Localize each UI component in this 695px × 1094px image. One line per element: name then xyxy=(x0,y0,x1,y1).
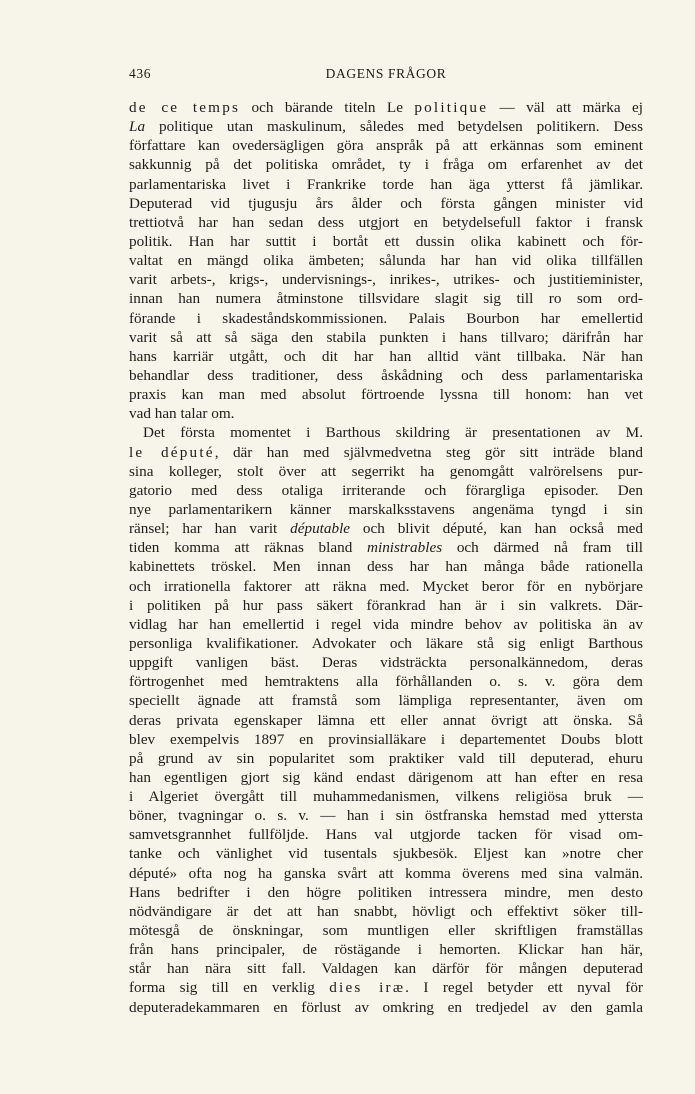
text-line: innan han numera åtminstone tillsvidare slagit sig till ro som ord- xyxy=(129,290,643,308)
text-line: sina kolleger, stolt över att segerrikt ha genomgått valrörelsens pur- xyxy=(129,462,643,480)
text-line: författare kan ovedersägligen göra anspråk på att erkännas som eminent xyxy=(129,137,643,155)
text-line: de ce temps och bärande titeln Le politique — väl att märka ej xyxy=(129,99,643,116)
text-line: förtrogenhet med hemtraktens alla förhållanden o. s. v. göra dem xyxy=(129,673,643,691)
text-line: och irrationella faktorer att räkna med. Mycket beror för en nybörjare xyxy=(129,577,643,595)
text-line: i Algeriet övergått till muhammedanismen, vilkens religiösa bruk — xyxy=(129,788,643,806)
page-header xyxy=(129,66,643,88)
text-line: tanke och vänlighet vid tusentals sjukbesök. Eljest kan »notre cher xyxy=(129,845,643,863)
text-line: tiden komma att räknas bland ministrables och därmed nå fram till xyxy=(129,539,643,557)
text-line: mötesgå de önskningar, som muntligen eller skriftligen framställas xyxy=(129,922,643,940)
text-line: Det första momentet i Barthous skildring är presentationen av M. xyxy=(143,424,643,442)
text-line: Deputerad vid tjugusju års ålder och första gången minister vid xyxy=(129,194,643,212)
text-line: blev exempelvis 1897 en provinsialläkare i departementet Doubs blott xyxy=(129,730,643,748)
text-line: nödvändigare är det att han snabbt, hövligt och effektivt söker till- xyxy=(129,902,643,920)
text-line: på grund av sin popularitet som praktiker vald till deputerad, ehuru xyxy=(129,749,643,767)
text-line: samvetsgrannhet fullföljde. Hans val utgjorde tacken för visad om- xyxy=(129,826,643,844)
text-line: praxis kan man med absolut förtroende lyssna till honom: han vet xyxy=(129,386,643,404)
text-line: valtat en mängd olika ämbeten; sålunda har han vid olika tillfällen xyxy=(129,252,643,270)
text-line: trettiotvå har han sedan dess utgjort en betydelsefull faktor i fransk xyxy=(129,213,643,231)
text-line: står han nära sitt fall. Valdagen kan därför för mången deputerad xyxy=(129,960,643,978)
text-line: personliga kvalifikationer. Advokater och läkare stå sig enligt Barthous xyxy=(129,634,643,652)
text-line: varit så att så säga den stabila punkten i hans tillvaro; därifrån har xyxy=(129,328,643,346)
running-head: DAGENS FRÅGOR xyxy=(325,66,447,81)
text-line: han egentligen gjort sig känd endast därigenom att han efter en resa xyxy=(129,768,643,786)
text-line: vidlag har han emellertid i regel vida mindre behov av politiska än av xyxy=(129,615,643,633)
text-line: deputeradekammaren en förlust av omkring en tredjedel av den gamla xyxy=(129,998,643,1016)
text-line: hans karriär utgått, och dit har han alltid vänt tillbaka. När han xyxy=(129,347,643,365)
text-line: speciellt ägnade att framstå som lämpliga representanter, även om xyxy=(129,692,643,710)
text-line: deras privata egenskaper lämna ett eller annat övrigt att önska. Så xyxy=(129,711,643,729)
text-line: ränsel; har han varit députable och blivit député, kan han också med xyxy=(129,520,643,538)
text-line: député» ofta nog ha ganska svårt att komma överens med sina valmän. xyxy=(129,864,643,882)
page-number: 436 xyxy=(129,66,152,81)
text-line: vad han talar om. xyxy=(129,405,235,423)
text-line: förande i skadeståndskommissionen. Palais Bourbon har emellertid xyxy=(129,309,643,327)
text-line: gatorio med dess otaliga irriterande och förargliga episoder. Den xyxy=(129,481,643,499)
text-line: nye parlamentarikern känner marskalksstavens angenäma tyngd i sin xyxy=(129,500,643,518)
text-line: politik. Han har suttit i bortåt ett dussin olika kabinett och för- xyxy=(129,232,643,250)
text-line: kabinettets tröskel. Men innan dess har han många både rationella xyxy=(129,558,643,576)
text-line: böner, tvagningar o. s. v. — han i sin östfranska hemstad med yttersta xyxy=(129,807,643,825)
text-line: forma sig till en verklig dies iræ. I regel betyder ett nyval för xyxy=(129,979,643,997)
text-line: varit arbets-, krigs-, undervisnings-, inrikes-, utrikes- och justitieminister, xyxy=(129,271,643,289)
text-line: behandlar dess traditioner, dess åskådning och dess parlamentariska xyxy=(129,366,643,384)
text-line: parlamentariska livet i Frankrike torde han äga ytterst få jämlikar. xyxy=(129,175,643,193)
text-line: le député, där han med självmedvetna steg gör sitt inträde bland xyxy=(129,443,643,461)
text-line: Hans bedrifter i den högre politiken intressera mindre, men desto xyxy=(129,883,643,901)
text-line: i politiken på hur pass säkert förankrad han är i sin valkrets. Där- xyxy=(129,596,643,614)
text-line: uppgift vanligen bäst. Deras vidsträckta personalkännedom, deras xyxy=(129,654,643,672)
text-line: från hans principaler, de röstägande i hemorten. Klickar han här, xyxy=(129,941,643,959)
text-line: La politique utan maskulinum, således med betydelsen politikern. Dess xyxy=(129,118,643,136)
body-text xyxy=(129,98,643,1017)
text-line: sakkunnig på det politiska området, ty i fråga om erfarenhet av det xyxy=(129,156,643,174)
